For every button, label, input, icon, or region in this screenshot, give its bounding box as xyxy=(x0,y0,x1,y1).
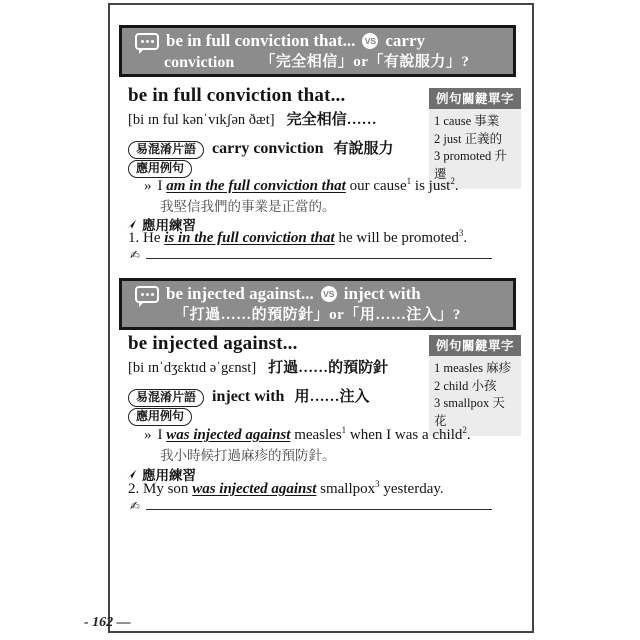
section1-header-box xyxy=(119,25,516,77)
section1-meaning: 完全相信…… xyxy=(286,112,377,128)
section1-title-en: be in full conviction that... xyxy=(166,31,356,50)
section2-header-line2 xyxy=(122,305,513,326)
section1-confused-phrase: carry conviction xyxy=(212,140,324,157)
section2-keywords-title: 例句關鍵單字 xyxy=(429,335,521,356)
vs-icon: VS xyxy=(362,33,378,49)
arrow-icon xyxy=(126,469,137,480)
section1-example-translation: 我堅信我們的事業是正當的。 xyxy=(160,199,336,214)
writing-hand-icon: ✍ xyxy=(130,499,141,513)
section1-answer-row xyxy=(130,245,492,264)
section1-example-sentence: » I am in the full conviction that our cause$^1$ is just$^2$. xyxy=(144,176,459,194)
example-badge: 應用例句 xyxy=(128,160,192,178)
underlined-phrase: was injected against xyxy=(192,481,317,497)
section2-phrase-title: be injected against... xyxy=(128,333,298,354)
section2-example-translation: 我小時候打過麻疹的預防針。 xyxy=(160,448,336,463)
section1-keywords-panel xyxy=(429,88,521,189)
speech-bubble-icon xyxy=(135,286,159,303)
section2-example-sentence: » I was injected against measles$^1$ when I was a child$^2$. xyxy=(144,425,471,443)
underlined-phrase: is in the full conviction that xyxy=(164,230,335,246)
section2-phonetic: [bi ɪnˈdʒɛktɪd əˈgɛnst] xyxy=(128,360,257,376)
section2-title-cn: 「打過……的預防針」or「用……注入」? xyxy=(174,307,461,323)
keyword-item: 1 cause 事業 xyxy=(434,114,500,128)
section2-keywords-panel xyxy=(429,335,521,436)
keyword-item: 3 smallpox 天花 xyxy=(434,396,505,428)
page-number: - 162 — xyxy=(84,615,131,630)
underlined-phrase: was injected against xyxy=(166,427,291,443)
answer-blank-line xyxy=(146,496,492,510)
keyword-item: 2 just 正義的 xyxy=(434,131,503,146)
section2-phonetic-row xyxy=(128,356,388,377)
example-badge: 應用例句 xyxy=(128,408,192,426)
section1-header-line2 xyxy=(122,52,513,73)
section2-confused-meaning: 用……注入 xyxy=(294,389,370,405)
example-bullet: » xyxy=(144,427,152,443)
section2-example-label-row xyxy=(128,407,192,426)
section2-meaning: 打過……的預防針 xyxy=(268,360,389,376)
section1-header-line1 xyxy=(122,28,513,52)
section1-title-cn: 「完全相信」or「有說服力」? xyxy=(260,54,470,70)
section2-header-box xyxy=(119,278,516,330)
keyword-item: 2 child 小孩 xyxy=(434,378,497,393)
example-bullet: » xyxy=(144,178,152,194)
section1-title-en-cont: carry xyxy=(385,31,426,50)
section2-confused-row xyxy=(128,385,369,407)
keyword-item: 3 promoted 升遷 xyxy=(434,149,507,181)
section1-keywords-list xyxy=(429,109,521,189)
practice-label: 應用練習 xyxy=(142,218,196,233)
answer-blank-line xyxy=(146,245,492,259)
section2-answer-row xyxy=(130,496,492,515)
underlined-phrase: am in the full conviction that xyxy=(166,178,346,194)
section1-phrase-title: be in full conviction that... xyxy=(128,85,346,106)
arrow-icon xyxy=(126,219,137,230)
confused-phrase-badge: 易混淆片語 xyxy=(128,141,204,159)
section2-title-en-cont: inject with xyxy=(343,284,421,303)
speech-bubble-icon xyxy=(135,33,159,50)
section1-confused-meaning: 有說服力 xyxy=(333,141,394,157)
section1-example-label-row xyxy=(128,159,192,178)
section1-keywords-title: 例句關鍵單字 xyxy=(429,88,521,109)
section1-title-en-wrap: conviction xyxy=(164,54,235,71)
practice-label: 應用練習 xyxy=(142,468,196,483)
vs-icon: VS xyxy=(321,286,337,302)
section2-title-en: be injected against... xyxy=(166,284,314,303)
section2-confused-phrase: inject with xyxy=(212,388,285,405)
section2-keywords-list xyxy=(429,356,521,436)
section1-phonetic: [bi ɪn ful kənˈvɪkʃən ðæt] xyxy=(128,112,275,128)
writing-hand-icon: ✍ xyxy=(130,248,141,262)
section2-header-line1 xyxy=(122,281,513,305)
confused-phrase-badge: 易混淆片語 xyxy=(128,389,204,407)
section1-confused-row xyxy=(128,137,394,159)
section2-practice-sentence: 2. My son was injected against smallpox$^3$ yesterday. xyxy=(128,479,444,497)
section1-practice-sentence: 1. He is in the full conviction that he will be promoted$^3$. xyxy=(128,228,468,246)
keyword-item: 1 measles 麻疹 xyxy=(434,361,512,375)
section1-phonetic-row xyxy=(128,108,377,129)
